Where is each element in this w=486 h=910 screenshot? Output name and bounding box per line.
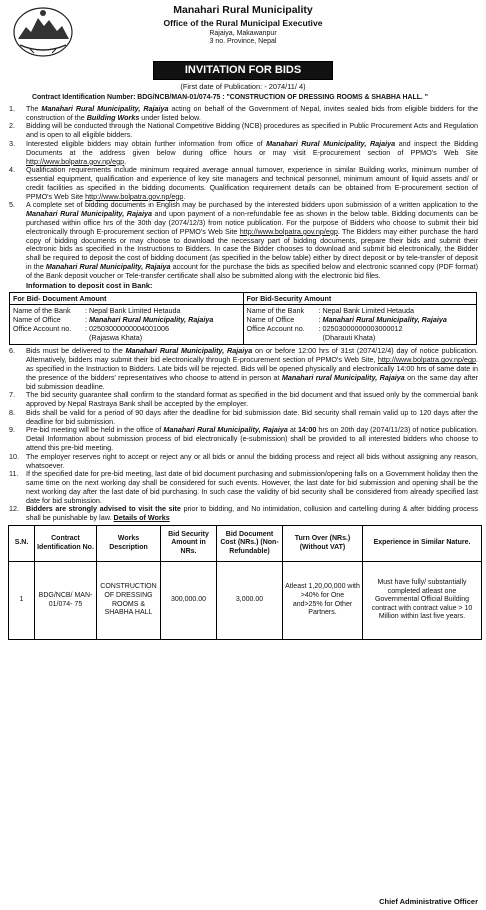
works-table-header: [9, 526, 482, 562]
clause-text-part: acting on behalf of the Government of Nepal, invites sealed bids from eligible bidders for the construction of the: [26, 103, 478, 122]
account-label: Office Account no.: [13, 323, 72, 333]
clause-item: [8, 505, 478, 523]
address-line-1: Rajaiya, Makawanpur: [209, 30, 277, 38]
clause-text-part: 14:00: [297, 425, 317, 435]
clause-text: [26, 201, 478, 280]
clause-text-part: The employer reserves right to accept or reject any or all bids or annul the bidding process and reject all bids without assigning any reason, whatsoever.: [26, 451, 478, 470]
clause-text: [26, 453, 478, 471]
account-row: [247, 325, 474, 343]
clause-text: [26, 347, 478, 391]
clause-text: [26, 391, 478, 409]
clause-number: 6.: [9, 346, 15, 356]
clause-number: 10.: [9, 451, 19, 461]
clause-text-part: .: [124, 156, 127, 166]
clause-text: [26, 140, 478, 166]
bank-info-title: Information to deposit cost in Bank:: [26, 281, 153, 291]
office-row: Name of Office : Manahari Rural Municipality, Rajaiya: [13, 315, 214, 325]
bank-label: Name of the Bank: [13, 306, 71, 316]
clause-text-part: Manahari Rural Municipality, Rajaiya: [125, 346, 253, 356]
clause-item: [8, 166, 478, 201]
clause-text-part: on the same day after bid submission deadline.: [26, 372, 478, 391]
clause-text-part: Details of Works: [113, 513, 170, 523]
clause-item: [8, 347, 478, 391]
clause-text-part: under listed below.: [139, 112, 201, 122]
clause-text: [26, 426, 478, 452]
clause-text-part: Bids must be delivered to the: [26, 346, 126, 356]
clause-text-part: . The Bidders may either purchase the hard copy of bidding documents or may choose to download the necessary part of bidding documents, prepare their bids and submit their electronic bids as specified in the Instructions to Bidders. In case the Bidder chooses to download and submit bid electronically, the Bidder shall be required to deposit the cost of bidding document (as specified in the below table) either by direct deposit or by tele-transfer of deposit in the: [26, 226, 478, 271]
account-note: (Dharauti Khata): [322, 332, 376, 342]
clause-item: [8, 122, 478, 140]
clause-text-part: Manahari Rural Municipality, Rajaiya: [26, 209, 152, 219]
clause-item: [8, 453, 478, 471]
clause-item: [8, 391, 478, 409]
col-contract-id: Contract Identification No.: [35, 526, 97, 562]
clause-text-part: account for the purchase the bids as specified below and electronic scanned copy (PDF format) of the Bank deposit voucher or Tele-transfer certificate shall also be submitted along with the electronic bid files.: [26, 261, 478, 280]
table-row: [9, 562, 482, 640]
clause-number: 7.: [9, 390, 15, 400]
clause-text-part: Manahari Rural Municipality, Rajaiya: [266, 138, 396, 148]
web-link[interactable]: http://www.bolpatra.gov.np/egp: [26, 156, 125, 166]
office-name: Office of the Rural Municipal Executive: [163, 17, 323, 28]
nepal-emblem-icon: [12, 5, 74, 57]
clause-item: [8, 201, 478, 280]
bank-document-heading: For Bid- Document Amount: [10, 294, 243, 306]
clause-number: 2.: [9, 121, 15, 131]
cell-sn: 1: [9, 562, 35, 640]
clause-item: [8, 140, 478, 166]
web-link[interactable]: http://www.bolpatra.gov.np/egp: [85, 191, 184, 201]
cell-experience: Must have fully/ substantially completed atleast one Governmental Official Building contract with contract value > 10 Million within last five years.: [363, 562, 482, 640]
notice-title: INVITATION FOR BIDS: [153, 61, 333, 80]
account-row: [13, 325, 240, 343]
bank-info-box: [9, 292, 477, 346]
works-table: [8, 525, 482, 640]
clause-text-part: Building Works: [86, 112, 140, 122]
clause-text-part: The: [26, 103, 42, 113]
col-sn: S.N.: [9, 526, 35, 562]
clause-text-part: and upon payment of a non-refundable fee as shown in the below table. Bidding documents can be purchased within office hrs of the 30th day (2074/12/3) from notice publication. For the purpose of Bidders who choose to submit their bid electronically through E-procurement section of PPMO's Web Site: [26, 209, 478, 236]
web-link[interactable]: http://www.bolpatra.gov.np/egp: [239, 226, 338, 236]
clause-text-part: .: [183, 191, 186, 201]
clauses-list-1: [8, 105, 478, 281]
clause-text-part: A complete set of bidding documents in English may be purchased by the interested bidders upon submission of a written application to the: [26, 200, 478, 210]
clause-number: 1.: [9, 103, 15, 113]
contract-identification: Contract Identification Number: BDG/NCB/MAN-01/074-75 : "CONSTRUCTION OF DRESSING ROOMS & SHABHA HALL. ": [32, 94, 429, 102]
office-label: Name of Office: [13, 315, 61, 325]
clause-number: 5.: [9, 200, 15, 210]
clause-item: [8, 470, 478, 505]
office-label: Name of Office: [246, 315, 295, 325]
org-name: Manahari Rural Municipality: [173, 4, 313, 16]
account-note: (Rajaswa Khata): [89, 332, 143, 342]
address-line-2: 3 no. Province, Nepal: [209, 38, 277, 46]
bank-value: : Nepal Bank Limited Hetauda: [85, 306, 181, 316]
cell-description: CONSTRUCTION OF DRESSING ROOMS & SHABHA HALL: [97, 562, 161, 640]
account-label: Office Account no.: [246, 323, 305, 333]
office-value: Manahari Rural Municipality, Rajaiya: [322, 315, 447, 325]
clause-text-part: If the specified date for pre-bid meeting, last date of bid document purchasing and submission/opening falls on a Government holiday then the same time on the next working day shall be considered for such events. However, the last date for bid submission and opening shall be the next working day after the last date of bid purchasing. In such case the validity of bid security shall be considered from already specified last date for bid submission.: [26, 469, 478, 505]
clause-text-part: Pre-bid meeting will be held in the office of: [26, 425, 164, 435]
clause-text-part: hrs on 20th day (2074/11/23) of notice publication. Detail Information about submission process of bid electronically (e-submission) shall be provided to all interested bidders who choose to attend this pre-bid meeting.: [26, 425, 479, 453]
col-experience: Experience in Similar Nature.: [363, 526, 482, 562]
clause-number: 3.: [9, 138, 15, 148]
clause-text-part: Manahari Rural Municipality, Rajaiya: [45, 261, 171, 271]
header: [8, 3, 478, 59]
clause-text: [26, 505, 478, 523]
clause-text-part: on or before 12:00 hrs of 31st (2074/12/4) day of notice publication. Alternatively, bidders may submit their bid electronically through E-procurement section of PPMO's Web Site,: [26, 346, 478, 365]
clause-number: 9.: [9, 425, 15, 435]
clause-number: 11.: [9, 469, 19, 479]
bank-security-heading: For Bid-Security Amount: [244, 294, 477, 306]
clause-text: [26, 166, 478, 201]
clause-text-part: The bid security guarantee shall confirm to the standard format as specified in the bid document and that issued only by the commercial bank approved by Nepal Rastraya Bank shall be accepted by the employer.: [26, 390, 478, 409]
clause-number: 12.: [9, 504, 19, 514]
clause-item: [8, 409, 478, 427]
cell-doc-cost: 3,000.00: [217, 562, 283, 640]
clause-text-part: at: [287, 425, 298, 435]
clause-number: 4.: [9, 165, 15, 175]
clause-text-part: and inspect the Bidding Documents at the address given below during office hours or may visit E-procurement section of PPMO's Web Site: [26, 138, 478, 157]
cell-turnover: Atleast 1,20,00,000 with >40% for One and>25% for Other Partners.: [283, 562, 363, 640]
cell-bid-security: 300,000.00: [161, 562, 217, 640]
clause-text-part: Bidding will be conducted through the National Competitive Bidding (NCB) procedures as specified in Public Procurement Acts and Regulation and is open to all eligible bidders.: [26, 121, 478, 140]
address: [8, 30, 478, 46]
clause-text-part: Bidders are strongly advised to visit the site: [26, 504, 181, 514]
bank-document-column: [10, 293, 243, 345]
col-doc-cost: Bid Document Cost (NRs.) (Non-Refundable): [217, 526, 283, 562]
signature: Chief Administrative Officer: [379, 897, 478, 906]
clause-text: [26, 409, 478, 427]
clause-text-part: . as specified in the Instruction to Bidders. Late bids will be rejected. Bids will be opened physically and electronically 14:00 hrs of same date in the presence of the bidders' representatives who choose to attend in person at: [26, 355, 478, 382]
col-turnover: Turn Over (NRs.) (Without VAT): [283, 526, 363, 562]
clause-text: [26, 105, 478, 123]
bank-label: Name of the Bank: [246, 306, 305, 316]
clause-text-part: Bids shall be valid for a period of 90 days after the deadline for bid submission date. Bid security shall remain valid up to 120 days after the deadline for bid submission.: [26, 407, 478, 426]
clause-text-part: Qualification requirements include minimum required average annual turnover, experience in similar Building works, minimum number of essential equipment, qualification and experience of key site managers and technical personnel, minimum amount of liquid assets and/ or credit facilities as specified in the bidding documents. Qualification requirement details can be obtained from E-procurement section of PPMO's Web Site: [26, 165, 478, 201]
col-bid-security: Bid Security Amount in NRs.: [161, 526, 217, 562]
clause-text-part: Interested eligible bidders may obtain further information from office of: [26, 138, 267, 148]
cell-contract-id: BDG/NCB/ MAN-01/074- 75: [35, 562, 97, 640]
clause-item: [8, 426, 478, 452]
clause-text: [26, 470, 478, 505]
account-value: : 02503000000003000012: [318, 323, 403, 333]
clauses-list-2: [8, 347, 478, 523]
office-row: Name of Office : Manahari Rural Municipality, Rajaiya: [246, 315, 447, 325]
clause-text-part: Manahari rural Municipality, Rajaiya: [281, 372, 405, 382]
clause-text-part: Manahari Rural Municipality, Rajaiya: [163, 425, 288, 435]
web-link[interactable]: http://www.bolpatra.gov.np/egp: [377, 355, 476, 365]
bank-security-column: [243, 293, 477, 345]
office-value: Manahari Rural Municipality, Rajaiya: [89, 315, 214, 325]
clause-text-part: Manahari Rural Municipality, Rajaiya: [41, 103, 169, 113]
clause-text: [26, 122, 478, 140]
col-description: Works Description: [97, 526, 161, 562]
clause-text-part: prior to bidding, and No intimidation, collusion and cartelling during & after bidding process shall be punishable by law.: [26, 504, 479, 523]
bank-value: : Nepal Bank Limited Hetauda: [318, 306, 414, 316]
clause-item: [8, 105, 478, 123]
account-value: : 02503000000004001006: [85, 323, 169, 333]
clause-number: 8.: [9, 407, 15, 417]
publication-date: (First date of Publication: - 2074/11/ 4): [180, 82, 306, 92]
